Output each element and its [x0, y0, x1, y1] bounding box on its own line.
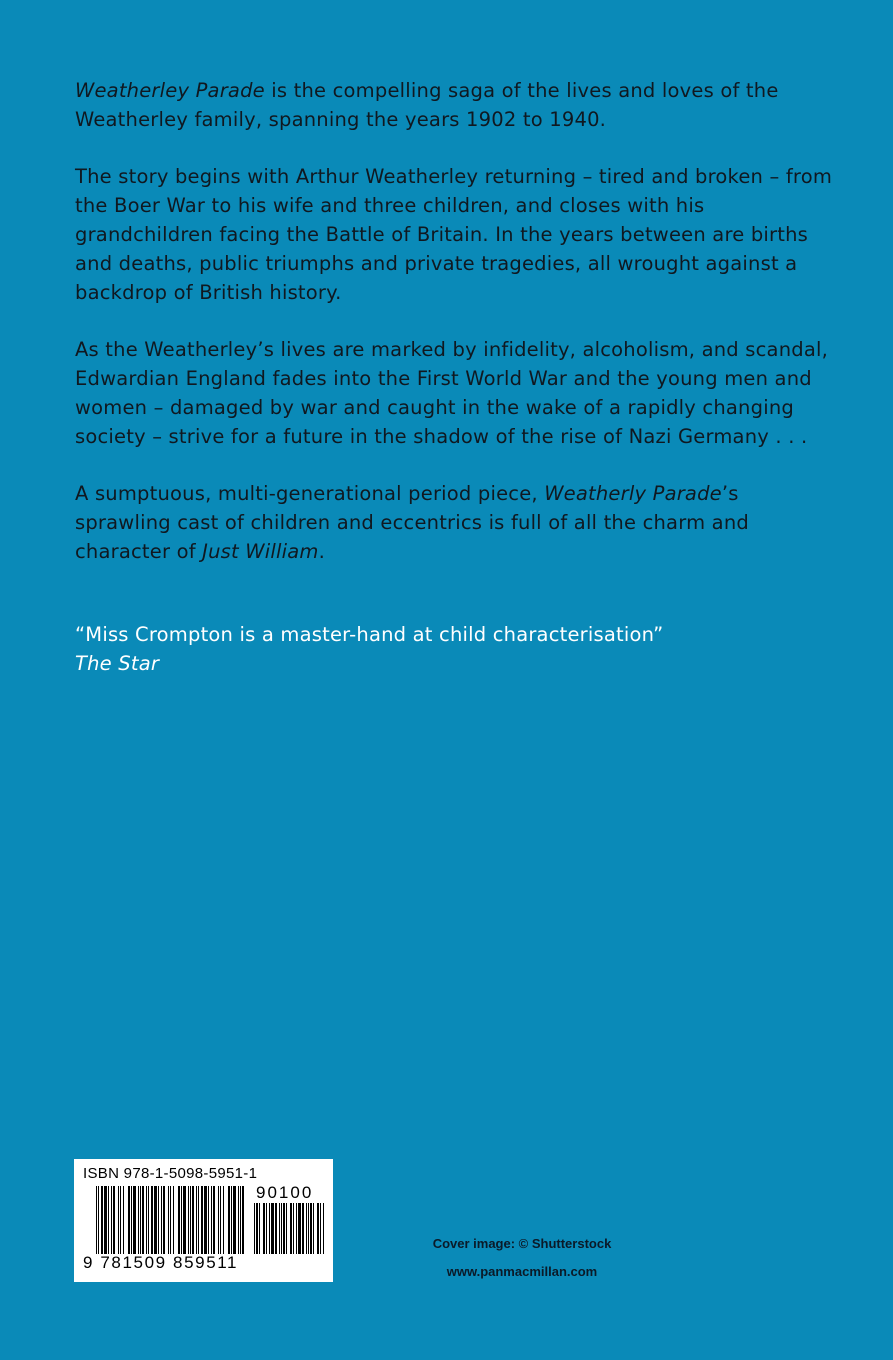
cover-image-credit: Cover image: © Shutterstock: [432, 1236, 612, 1251]
blurb-paragraph-4-text-c: .: [318, 540, 325, 563]
barcode: [74, 1159, 333, 1282]
blurb-paragraph-2: The story begins with Arthur Weatherley returning – tired and broken – from the Boer War to his wife and three children, and closes with his grandchildren facing the Battle of Britain. In the years between are births and deaths, public triumphs and private tragedies, all wrought against a backdrop of British history.: [75, 165, 833, 304]
blurb-paragraph-4-text-b: ’s sprawling cast of children and eccentrics is full of all the charm and character of: [75, 482, 749, 563]
credits: [406, 1236, 638, 1279]
book-title: Weatherley Parade: [75, 79, 265, 102]
blurb-paragraph-3: As the Weatherley’s lives are marked by infidelity, alcoholism, and scandal, Edwardian England fades into the First World War and the young men and women – damaged by war and caught in the wake of a rapidly changing society – strive for a future in the shadow of the rise of Nazi Germany . . .: [75, 338, 828, 448]
isbn-label: ISBN 978-1-5098-5951-1: [83, 1165, 258, 1182]
blurb-paragraph-4-text-a: A sumptuous, multi-generational period piece,: [75, 482, 545, 505]
quote-source-name: The Star: [75, 652, 160, 675]
blurb: [75, 76, 835, 594]
review-quote: [75, 620, 835, 678]
blurb-paragraph-4: [75, 479, 835, 566]
reference-title: Just William: [202, 540, 319, 563]
quote-text: “Miss Crompton is a master-hand at child characterisation”: [75, 623, 664, 646]
barcode-bars-addon: [254, 1203, 324, 1254]
blurb-paragraph-1-text: is the compelling saga of the lives and loves of the Weatherley family, spanning the years 1902 to 1940.: [75, 79, 779, 131]
price-code: 90100: [256, 1183, 314, 1202]
blurb-paragraph-1: [75, 76, 835, 134]
publisher-website: www.panmacmillan.com: [446, 1264, 598, 1279]
barcode-digits: 9 781509 859511: [83, 1253, 239, 1272]
barcode-bars-main: [96, 1186, 246, 1254]
quote-source: [75, 649, 835, 678]
book-title-2: Weatherly Parade: [544, 482, 722, 505]
